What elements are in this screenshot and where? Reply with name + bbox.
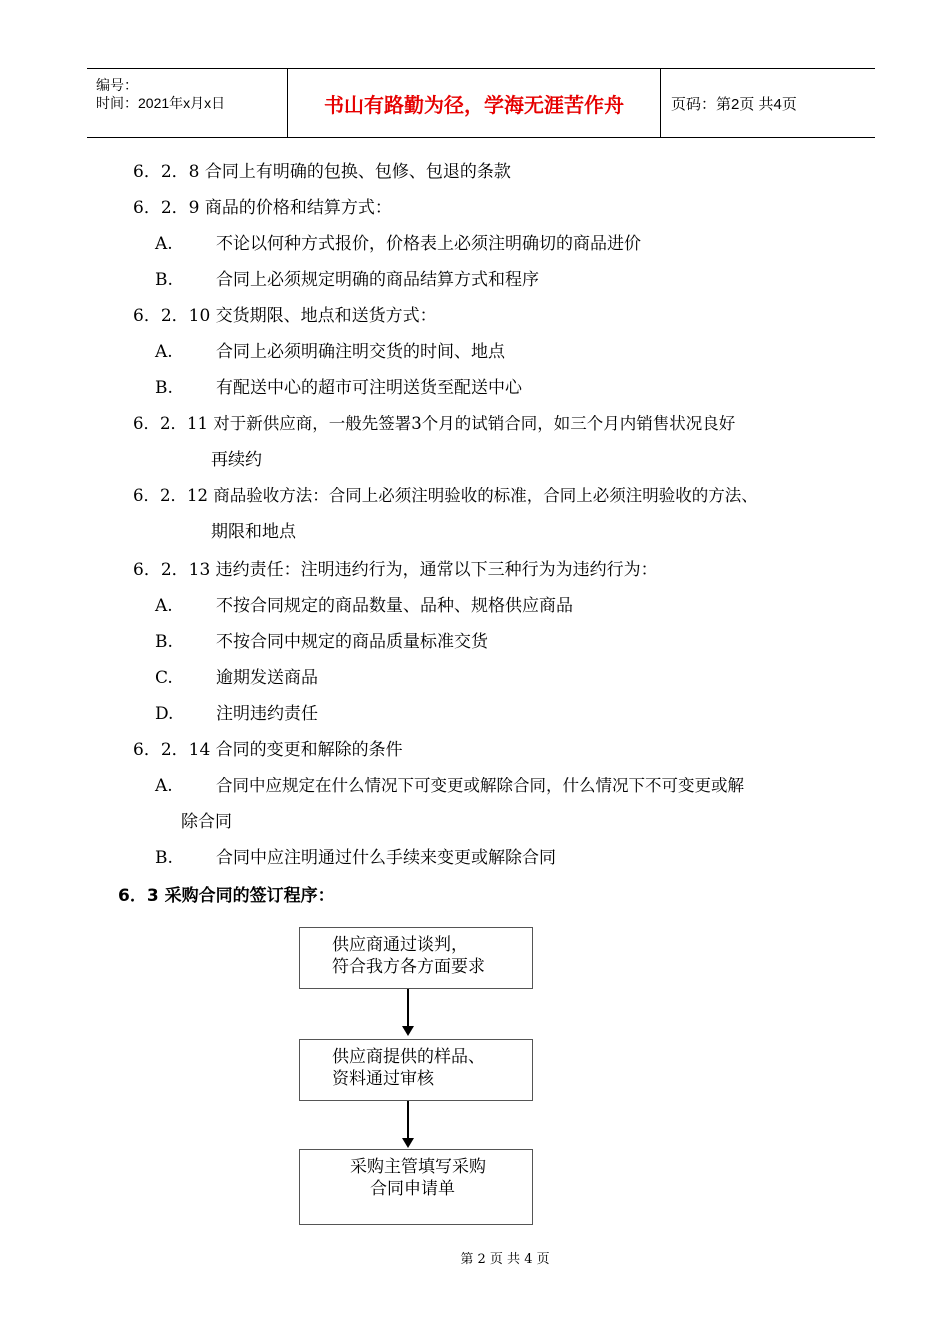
item-text: 有配送中心的超市可注明送货至配送中心 (216, 378, 522, 398)
item-letter: B. (155, 378, 173, 398)
clause-6-2-11-cont: 再续约 (211, 450, 262, 470)
item-text-cont: 除合同 (181, 812, 232, 832)
arrow-down-icon (402, 1026, 414, 1036)
flow-box-line: 符合我方各方面要求 (332, 957, 485, 977)
header-motto: 书山有路勤为径，学海无涯苦作舟 (288, 69, 661, 137)
clause-6-2-9: 6．2．9 商品的价格和结算方式： (133, 198, 392, 218)
page-footer: 第 2 页 共 4 页 (460, 1252, 550, 1267)
clause-6-2-12: 6．2．12 商品验收方法：合同上必须注明验收的标准，合同上必须注明验收的方法、 (133, 486, 758, 505)
flow-arrow (407, 989, 409, 1026)
flow-box-line: 供应商通过谈判， (332, 935, 468, 955)
item-text: 不论以何种方式报价，价格表上必须注明确切的商品进价 (216, 234, 641, 254)
flow-box-line: 资料通过审核 (332, 1069, 434, 1089)
item-letter: A. (155, 342, 173, 362)
time-label: 时间：2021年x月x日 (96, 95, 226, 111)
section-heading-6-3: 6．3 采购合同的签订程序： (118, 886, 335, 906)
clause-6-2-10: 6．2．10 交货期限、地点和送货方式： (133, 306, 437, 326)
item-letter: B. (155, 848, 173, 868)
clause-6-2-14: 6．2．14 合同的变更和解除的条件 (133, 740, 403, 760)
flow-box-negotiation (299, 927, 533, 989)
clause-6-2-12-cont: 期限和地点 (211, 522, 296, 542)
item-text: 合同中应注明通过什么手续来变更或解除合同 (216, 848, 556, 868)
item-text: 逾期发送商品 (216, 668, 318, 688)
flow-box-line: 供应商提供的样品、 (332, 1047, 485, 1067)
number-label: 编号： (96, 77, 138, 93)
clause-6-2-13: 6．2．13 违约责任：注明违约行为，通常以下三种行为为违约行为： (133, 560, 658, 580)
item-text: 合同上必须规定明确的商品结算方式和程序 (216, 270, 539, 290)
item-text: 不按合同中规定的商品质量标准交货 (216, 632, 488, 652)
header-page-info: 页码：第2页 共4页 (671, 95, 797, 113)
item-letter: A. (155, 596, 173, 616)
item-letter: D. (155, 704, 174, 724)
flow-box-application (299, 1149, 533, 1225)
item-text: 不按合同规定的商品数量、品种、规格供应商品 (216, 596, 573, 616)
item-letter: B. (155, 632, 173, 652)
item-letter: B. (155, 270, 173, 290)
item-letter: C. (155, 668, 173, 688)
arrow-down-icon (402, 1138, 414, 1148)
item-letter: A. (155, 234, 173, 254)
flow-arrow (407, 1101, 409, 1138)
item-text: 合同中应规定在什么情况下可变更或解除合同，什么情况下不可变更或解 (216, 776, 744, 795)
clause-6-2-11: 6．2．11 对于新供应商，一般先签署3个月的试销合同，如三个月内销售状况良好 (133, 414, 736, 433)
clause-6-2-8: 6．2．8 合同上有明确的包换、包修、包退的条款 (133, 162, 511, 182)
header-meta (87, 69, 288, 137)
flow-box-line: 合同申请单 (370, 1179, 455, 1199)
page-header (87, 68, 875, 138)
flow-box-line: 采购主管填写采购 (350, 1157, 486, 1177)
item-text: 合同上必须明确注明交货的时间、地点 (216, 342, 505, 362)
item-text: 注明违约责任 (216, 704, 318, 724)
flow-box-sample-review (299, 1039, 533, 1101)
item-letter: A. (155, 776, 173, 796)
